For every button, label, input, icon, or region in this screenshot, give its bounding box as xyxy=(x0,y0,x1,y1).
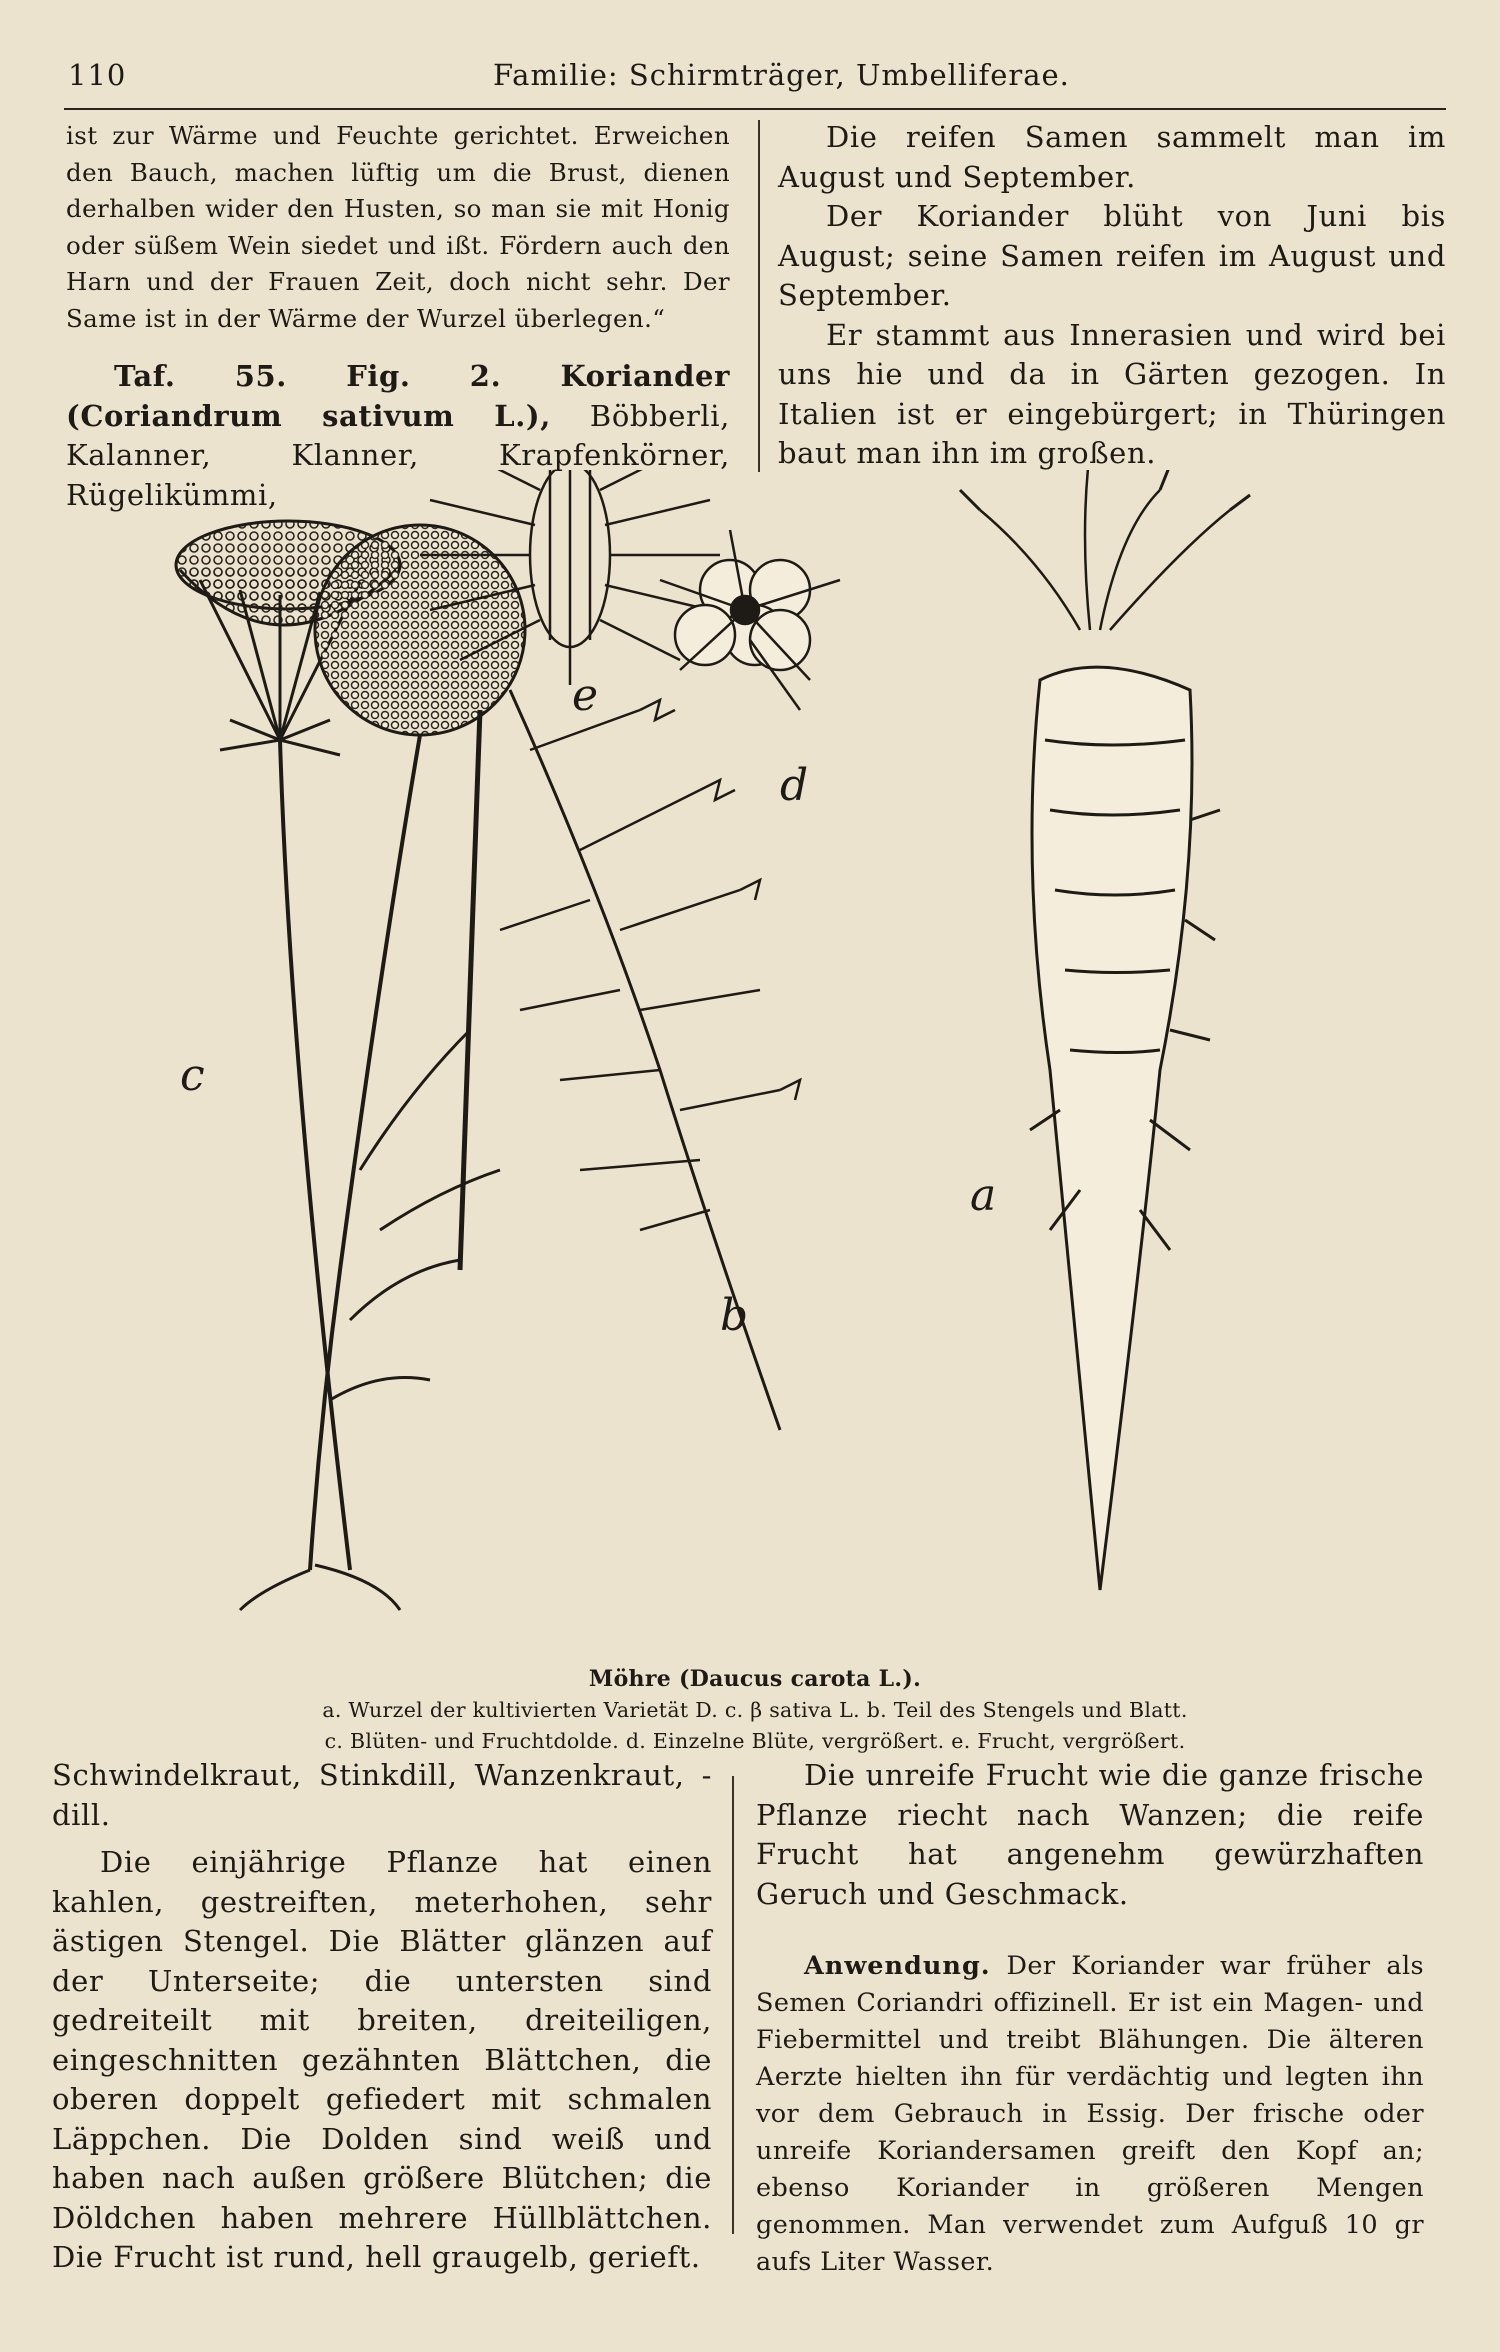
text-paragraph: Er stammt aus Innerasien und wird bei uns hie und da in Gärten gezogen. In Italien ist er eingebürgert; in Thüringen baut man ihn im großen. xyxy=(778,317,1446,470)
column-divider-bottom xyxy=(732,1776,734,2234)
figure-label-e: e xyxy=(572,670,599,721)
species-heading: Taf. 55. Fig. 2. Koriander (Coriandrum sativum L.), xyxy=(66,359,730,433)
header-rule xyxy=(64,108,1446,110)
single-flower-drawing xyxy=(660,530,840,710)
usage-heading: Anwendung. xyxy=(804,1951,991,1981)
flower-umbel-drawing xyxy=(176,521,525,1610)
caption-line: c. Blüten- und Fruchtdolde. d. Einzelne Blüte, vergrößert. e. Frucht, vergrößert. xyxy=(324,1729,1186,1753)
carrot-illustration xyxy=(80,470,1460,1670)
text-paragraph: ist zur Wärme und Feuchte gerichtet. Erweichen den Bauch, machen lüftig um die Brust, dienen derhalben wider den Husten, so man sie mit Honig oder süßem Wein siedet und ißt. Fördern auch den Harn und der Frauen Zeit, doch nicht sehr. Der Same ist in der Wärme der Wurzel überlegen.“ xyxy=(66,121,730,333)
usage-text: Der Koriander war früher als Semen Coriandri offizinell. Er ist ein Magen- und Fiebermittel und treibt Blähungen. Die älteren Aerzte hielten ihn für verdächtig und legten ihn vor dem Gebrauch in Essig. Der frische oder unreife Koriandersamen greift den Kopf an; ebenso Koriander in größeren Mengen genommen. Man verwendet zum Aufguß 10 gr aufs Liter Wasser. xyxy=(756,1951,1424,2277)
bottom-right-column xyxy=(756,1756,1424,2281)
illustration-svg xyxy=(80,470,1460,1670)
running-title: Familie: Schirmträger, Umbelliferae. xyxy=(493,58,1070,92)
text-paragraph: Der Koriander blüht von Juni bis August; seine Samen reifen im August und September. xyxy=(778,199,1446,312)
page-header xyxy=(68,52,1446,98)
page-number: 110 xyxy=(68,58,127,92)
caption-line: a. Wurzel der kultivierten Varietät D. c. β sativa L. b. Teil des Stengels und Blatt. xyxy=(322,1698,1188,1722)
column-divider-top xyxy=(758,120,760,472)
figure-caption xyxy=(180,1664,1330,1757)
species-common-names: Böbberli, Kalanner, Klanner, Krapfenkörner, Rügelikümmi, xyxy=(66,398,730,512)
text-paragraph: Die einjährige Pflanze hat einen kahlen, gestreiften, meterhohen, sehr ästigen Stengel. Die Blätter glänzen auf der Unterseite; die untersten sind gedreiteilt mit breiten, dreiteiligen, eingeschnitten gezähnten Blättchen, die oberen doppelt gefiedert mit schmalen Läppchen. Die Dolden sind weiß und haben nach außen größere Blütchen; die Döldchen haben mehrere Hüllblättchen. Die Frucht ist rund, hell graugelb, gerieft. xyxy=(52,1845,712,2274)
caption-title: Möhre (Daucus carota L.). xyxy=(588,1666,922,1692)
top-right-column xyxy=(778,118,1446,474)
usage-paragraph xyxy=(756,1948,1424,2281)
leaf-drawing xyxy=(460,690,800,1430)
figure-label-b: b xyxy=(720,1290,749,1341)
top-left-column xyxy=(66,118,730,515)
figure-label-c: c xyxy=(180,1050,205,1101)
carrot-root-drawing xyxy=(960,470,1250,1590)
text-paragraph: Die unreife Frucht wie die ganze frische Pflanze riecht nach Wanzen; die reife Frucht hat angenehm gewürzhaften Geruch und Geschmack. xyxy=(756,1758,1424,1911)
figure-label-d: d xyxy=(780,760,809,811)
bottom-left-column xyxy=(52,1756,712,2278)
text-paragraph: Schwindelkraut, Stinkdill, Wanzenkraut, -dill. xyxy=(52,1758,712,1832)
text-paragraph: Die reifen Samen sammelt man im August und September. xyxy=(778,120,1446,194)
figure-label-a: a xyxy=(970,1170,997,1221)
